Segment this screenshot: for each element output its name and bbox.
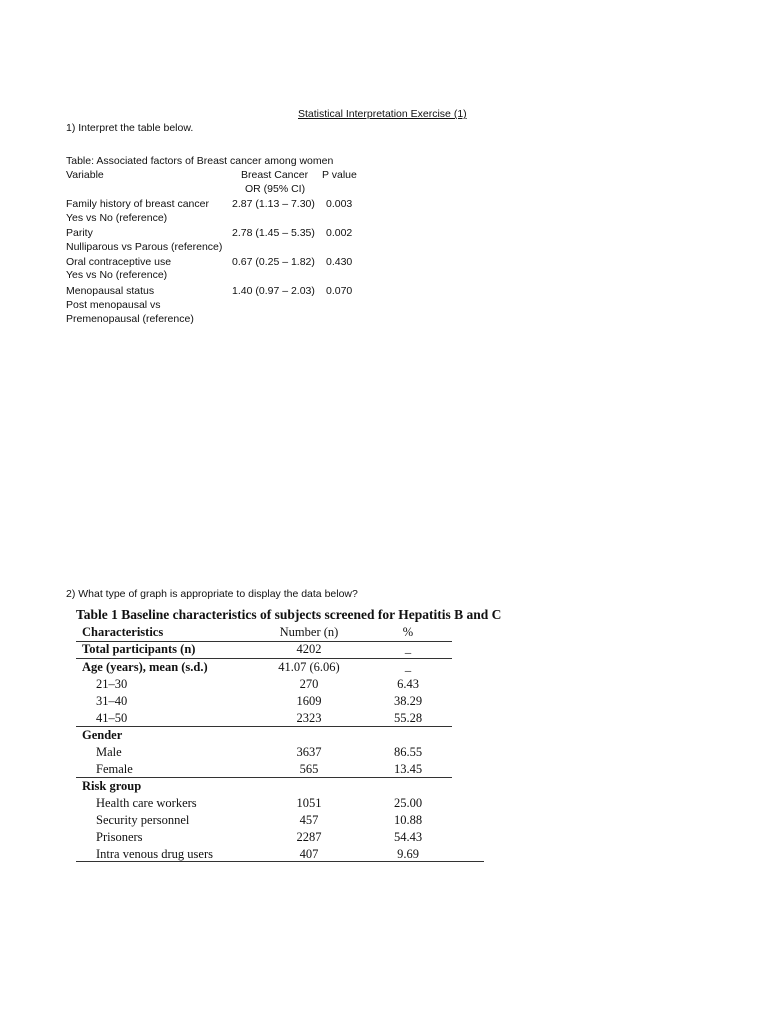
q1-row-sublabel: Premenopausal (reference) <box>66 313 194 325</box>
q2-row-number: 2287 <box>296 830 322 844</box>
q2-row-number: 407 <box>299 847 319 861</box>
q1-col-variable: Variable <box>66 169 104 181</box>
q1-row-sublabel: Yes vs No (reference) <box>66 269 168 281</box>
q1-row-label: Family history of breast cancer <box>66 198 209 210</box>
table-rule <box>76 861 484 862</box>
q2-row-label: Prisoners <box>96 830 143 844</box>
q2-row-percent: 9.69 <box>397 847 419 861</box>
q2-row-percent: 55.28 <box>393 711 423 725</box>
q1-row-label: Menopausal status <box>66 285 155 297</box>
q1-row-label: Oral contraceptive use <box>66 256 172 268</box>
q1-row-pvalue: 0.070 <box>326 285 353 297</box>
q1-table-title: Table: Associated factors of Breast cancer among women <box>66 155 334 167</box>
q2-row-label: 21–30 <box>96 677 128 691</box>
q2-row-number: 3637 <box>296 745 322 759</box>
q2-row-number: 457 <box>299 813 319 827</box>
q1-row-sublabel: Nulliparous vs Parous (reference) <box>66 241 223 253</box>
q2-row-percent: 86.55 <box>393 745 423 759</box>
q1-row-sublabel: Post menopausal vs <box>66 299 161 311</box>
q1-col-pvalue: P value <box>322 169 357 181</box>
q1-row-sublabel: Yes vs No (reference) <box>66 212 168 224</box>
q2-col-characteristics: Characteristics <box>82 625 164 639</box>
q2-row-number: 2323 <box>296 711 322 725</box>
q1-row-pvalue: 0.003 <box>326 198 353 210</box>
q1-row-or: 2.78 (1.45 – 5.35) <box>232 227 315 239</box>
q2-row-label: Risk group <box>82 779 142 793</box>
q1-row-pvalue: 0.430 <box>326 256 353 268</box>
q1-row-label: Parity <box>66 227 93 239</box>
q2-table-title: Table 1 Baseline characteristics of subjects screened for Hepatitis B and C <box>76 607 502 622</box>
q2-row-percent: _ <box>404 641 412 655</box>
q1-col-or: OR (95% CI) <box>245 183 306 195</box>
q2-row-label: Security personnel <box>96 813 190 827</box>
q2-row-number: 4202 <box>296 642 322 656</box>
q2-row-number: 1609 <box>296 694 322 708</box>
q1-row-pvalue: 0.002 <box>326 227 353 239</box>
q2-row-percent: 13.45 <box>393 762 423 776</box>
q2-row-label: Female <box>96 762 133 776</box>
q2-row-number: 1051 <box>296 796 322 810</box>
q2-row-percent: 6.43 <box>397 677 419 691</box>
q2-row-percent: 38.29 <box>393 694 423 708</box>
table-rule <box>76 726 452 727</box>
q2-row-label: 41–50 <box>96 711 128 725</box>
q2-col-percent: % <box>402 625 414 639</box>
q2-row-percent: 10.88 <box>393 813 423 827</box>
q2-row-percent: 54.43 <box>393 830 423 844</box>
q2-row-label: Age (years), mean (s.d.) <box>82 660 208 674</box>
q2-row-percent: _ <box>404 659 412 673</box>
q2-row-label: Total participants (n) <box>82 642 196 656</box>
question-1: 1) Interpret the table below. <box>66 122 194 134</box>
q2-row-label: Health care workers <box>96 796 197 810</box>
q2-row-label: Male <box>96 745 122 759</box>
q2-row-percent: 25.00 <box>393 796 423 810</box>
q2-row-number: 41.07 (6.06) <box>278 660 340 674</box>
q1-row-or: 2.87 (1.13 – 7.30) <box>232 198 315 210</box>
q1-row-or: 1.40 (0.97 – 2.03) <box>232 285 315 297</box>
q2-row-number: 270 <box>299 677 319 691</box>
q1-col-outcome: Breast Cancer <box>241 169 309 181</box>
q2-col-number: Number (n) <box>279 625 339 639</box>
q2-row-label: 31–40 <box>96 694 128 708</box>
q2-row-label: Gender <box>82 728 123 742</box>
q1-row-or: 0.67 (0.25 – 1.82) <box>232 256 315 268</box>
q2-row-number: 565 <box>299 762 319 776</box>
question-2: 2) What type of graph is appropriate to display the data below? <box>66 588 358 600</box>
document-title: Statistical Interpretation Exercise (1) <box>298 108 467 120</box>
q2-row-label: Intra venous drug users <box>96 847 213 861</box>
